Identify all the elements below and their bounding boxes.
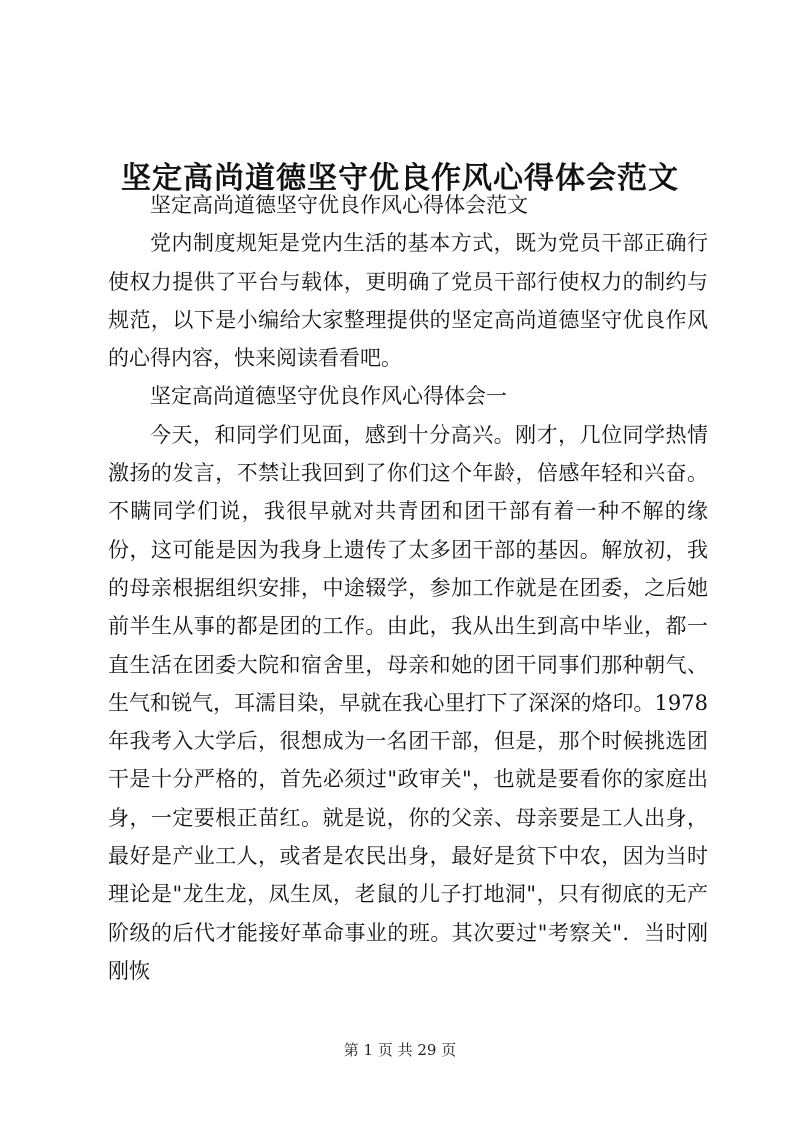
intro-paragraph: 党内制度规矩是党内生活的基本方式，既为党员干部正确行使权力提供了平台与载体，更明确了党员干部行使权力的制约与规范，以下是小编给大家整理提供的坚定高尚道德坚守优良作风的心得内容，快来阅读看看吧。 [108, 231, 708, 371]
body-paragraph: 今天，和同学们见面，感到十分高兴。刚才，几位同学热情激扬的发言，不禁让我回到了你们这个年龄，倍感年轻和兴奋。不瞒同学们说，我很早就对共青团和团干部有着一种不解的缘份，这可能是因为我身上遗传了太多团干部的基因。解放初，我的母亲根据组织安排，中途辍学，参加工作就是在团委，之后她前半生从事的都是团的工作。由此，我从出生到高中毕业，都一直生活在团委大院和宿舍里，母亲和她的团干同事们那种朝气、生气和锐气，耳濡目染，早就在我心里打下了深深的烙印。1978年我考入大学后，很想成为一名团干部，但是，那个时候挑选团干是十分严格的，首先必须过"政审关"，也就是要看你的家庭出身，一定要根正苗红。就是说，你的父亲、母亲要是工人出身，最好是产业工人，或者是农民出身，最好是贫下中农，因为当时理论是"龙生龙，凤生凤，老鼠的儿子打地洞"，只有彻底的无产阶级的后代才能接好革命事业的班。其次要过"考察关"．当时刚刚恢 [108, 422, 708, 983]
section-heading: 坚定高尚道德坚守优良作风心得体会一 [150, 384, 507, 409]
document-body [108, 186, 708, 990]
subtitle-paragraph: 坚定高尚道德坚守优良作风心得体会范文 [150, 193, 528, 217]
document-title: 坚定高尚道德坚守优良作风心得体会范文 [121, 161, 679, 197]
page-number-footer: 第 1 页 共 29 页 [343, 1041, 457, 1059]
